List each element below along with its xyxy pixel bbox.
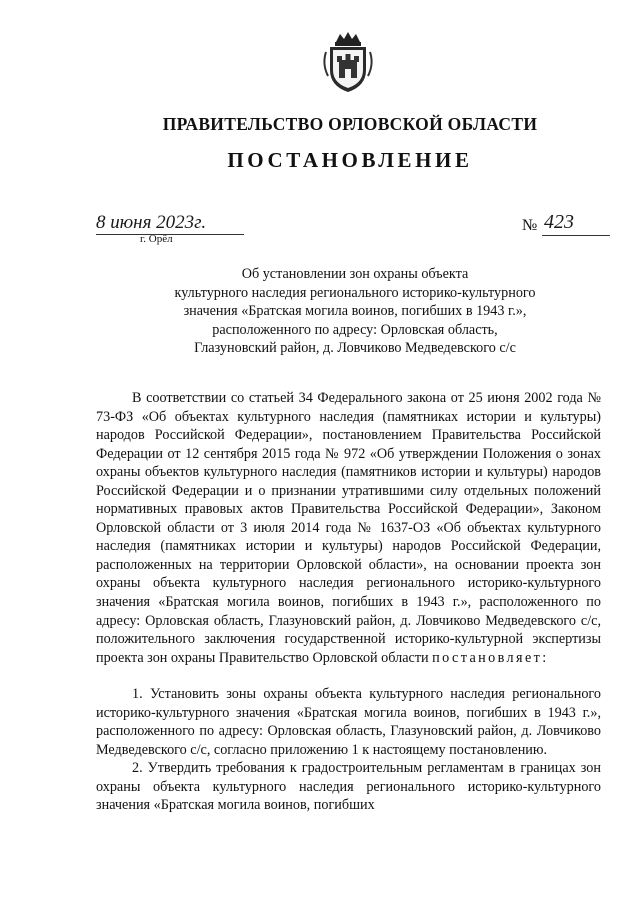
- document-body: [96, 389, 601, 815]
- document-number: [522, 211, 612, 241]
- subject-line: Об установлении зон охраны объекта: [241, 266, 469, 282]
- item-2-paragraph: 2. Утвердить требования к градостроительным регламентам в границах зон охраны объекта культурного наследия регионального историко-культурного значения «Братская могила воинов, погибших: [96, 760, 601, 814]
- preamble-paragraph: [96, 389, 601, 667]
- document-subject: [130, 265, 580, 358]
- decree-word: постановляет:: [432, 649, 549, 666]
- subject-line: значения «Братская могила воинов, погибших в 1943 г.»,: [183, 303, 527, 320]
- preamble-text: В соответствии со статьей 34 Федерального закона от 25 июня 2002 года № 73-ФЗ «Об объектах культурного наследия (памятниках истории и культуры) народов Российской Федерации», постановлением Правительства Российской Федерации от 12 сентября 2015 года № 972 «Об утверждении Положения о зонах охраны объектов культурного наследия (памятников истории и культуры) народов Российской Федерации и о признании утратившими силу отдельных положений нормативных правовых актов Правительства Российской Федерации», Законом Орловской области от 3 июля 2014 года № 1637-ОЗ «Об объектах культурного наследия (памятниках истории и культуры) народов Российской Федерации, расположенных на территории Орловской области», на основании проекта зон охраны объекта культурного наследия регионального историко-культурного значения «Братская могила воинов, погибших в 1943 г.», расположенного по адресу: Орловская область, Глазуновский район, д. Ловчиково Медведевского с/с, положительного заключения государственной историко-культурной экспертизы проекта зон охраны Правительство Орловской области: [96, 390, 601, 666]
- subject-line: расположенного по адресу: Орловская область,: [212, 321, 498, 338]
- coat-of-arms-icon: [318, 30, 378, 94]
- subject-line: культурного наследия регионального историко-культурного: [174, 284, 536, 301]
- document-city: г. Орёл: [140, 233, 173, 245]
- subject-line: Глазуновский район, д. Ловчиково Медведевского с/с: [194, 340, 516, 357]
- item-1-paragraph: 1. Установить зоны охраны объекта культурного наследия регионального историко-культурного значения «Братская могила воинов, погибших в 1943 г.», расположенного по адресу: Орловская область, Глазуновский район, д. Ловчиково Медведевского с/с, согласно приложению 1 к настоящему постановлению.: [96, 686, 601, 758]
- handwritten-number: 423: [544, 211, 574, 233]
- number-underline: [542, 235, 610, 236]
- handwritten-date: 8 июня 2023г.: [96, 212, 207, 233]
- document-type-title: ПОСТАНОВЛЕНИЕ: [227, 148, 473, 172]
- government-title: ПРАВИТЕЛЬСТВО ОРЛОВСКОЙ ОБЛАСТИ: [162, 114, 538, 134]
- number-sign: №: [522, 217, 538, 234]
